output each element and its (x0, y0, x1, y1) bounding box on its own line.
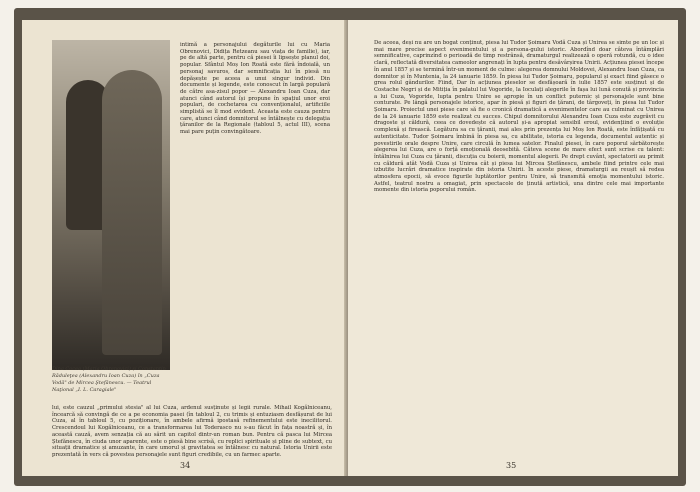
photo-figure-woman (102, 70, 162, 355)
right-page-text: De aceea, deși nu are un bogat conținut, piesa lui Tudor Șoimaru Vodă Cuza și Unirea se simte pe un loc și mai mare precise aspect evenimentului și a persona-gului istoric. Abordînd doar câteva întâmplări semnificative, caprinzînd o perioadă de timp restrânsă, dramaturgul realizează o operă rotundă, cu o idee clară, reflectată diversitatea cameolor angrenați în lupta pentru desăvârșirea Unirii. Acțiunea piesei începe în anul 1857 și se termină într-un moment de culme: alegerea domnului Moldovei, Alexandru Ioan Cuza, ca domnitor și în Muntenia, la 24 ianuarie 1859. În piesa lui Tudor Șoimaru, popularul și exact fiind găsece o grea rolul gândurilor. Fiind, Dar în acțiunea pieselor se desfășoară în iulie 1857 este susținut și de Costache Negri și de Mitiția în palatul lui Vogoride, la Ioculați alegerile în fașa lui lună conută și provincia a lui Cuza, Vogoride, lupta pentru Unire se apropie în un conflict puternic și personajele sunt bine conturate. Pe lângă personajele istorice, apar în piesă și figuri de țărani, de târgoveți, în piesa lui Tudor Șoimaru. Proiectul unei piese care să fie o cronică dramatică a evenimentelor care au culminat cu Unirea de la 24 ianuarie 1859 este realizat cu succes. Chipul domnitorului Alexandru Ioan Cuza este zugrăvit cu dragoste și căldură, ceea ce dovedește că autorul și-a apropiat sensibil eroul, evidențiind o evoluție complexă și firească. Legătura sa cu țăranii, mai ales prin prezența lui Moș Ion Roată, este înfățișată cu autenticitate. Tudor Șoimaru îmbină în piesa sa, cu abilitate, istoria cu legenda, documentul autentic și povestirile orale despre Unire, care circulă în lumea satelor. Finalul piesei, în care poporul sărbătorește alegerea lui Cuza, are o forță emoțională deosebită. Câteva scene de mare efect sunt scrise cu talent: întâlnirea lui Cuza cu țăranii, discuția cu boierii, momentul alegerii. Pe drept cuvânt, spectatorii au primit cu căldură atât Vodă Cuza și Unirea cât și piesa lui Mircea Ștefănescu, ambele fiind printre cele mai izbutite lucrări dramatice inspirate din istoria Unirii. În aceste piese, dramaturgii au reușit să redea atmosfera epocii, să evoce figurile luptătorilor pentru Unire, să transmită emoția momentului istoric. Astfel, teatrul nostru a omagiat, prin spectacole de ținută artistică, una dintre cele mai importante momente din istoria poporului român. (374, 40, 664, 194)
left-column-text: intimă a personajului degăturile lui cu Maria Obrenovici, Didița Retzeanu sau viața de familie), iar, pe de altă parte, pentru că piesei îi lipsește planul doi, popular. Sfântul Moș Ion Roată este fără îndoială, un personaj savuros, dar semnificația lui în piesă nu depășește pe aceea a unui singur individ. Din documente și legende, este conoscut în largă populară de către asa-zisul popor — Alexandru Ioan Cuza, dar atunci când autorul își propune în spațiul unor eroi populari, de cochetarea cu convenționalul, artificiile simplistă se îl mod evident. Aceasta este cauza pentru care, atunci când domnitorul se întâlnește cu delegația țăranilor de la Regionale (tabloul 5, actul III), scena mai pare puțin convingătoare. (180, 42, 330, 136)
right-page (348, 20, 678, 476)
book (14, 8, 686, 486)
left-page (22, 20, 347, 476)
page-number-right: 35 (506, 461, 517, 470)
photo-caption: Dina Cocea (Maria Obrenovici) și Constantin Răduleţea (Alexandru Ioan Cuza) în „Cuza Vodă" de Mircea Ştefănescu. — Teatrul Naţional „I. L. Caragiale" (52, 366, 166, 393)
page-number-left: 34 (180, 461, 191, 470)
left-bottom-text: lui, este cauzul „primului stesia" al lui Cuza, ardenul susținute și legii rurale. Mihail Kogălniceanu, încearcă să convingă de ce a pe economia pasei (în tabloul 2, cu trimis și entuziasm desfășurat de lui Cuza, al în tabloul 5, cu poziționare, în ambele afirmă ipostasă refinementului este inecilitorul. Crescendoul lui Kogălniceanu, ce a transformarea lui Toderasco nu s-au făcut în fața noastră și, în această cauză, avem senzația că au sărit un capitol dintr-un roman bun. Pentru că pasca lui Mircea Ștefănescu, în ciuda unor aparente, este o piesă bine scrisă, cu replici spirituale și pline de subtext, cu situații dramatice și amuzante, în care umorul și gravitatea se întâlnesc cu natural. Istoria Unirii este prezentată în vers că povestea personajele sunt figuri credibile, cu un farmec aparte. (52, 405, 332, 458)
theatre-photo (52, 40, 170, 370)
